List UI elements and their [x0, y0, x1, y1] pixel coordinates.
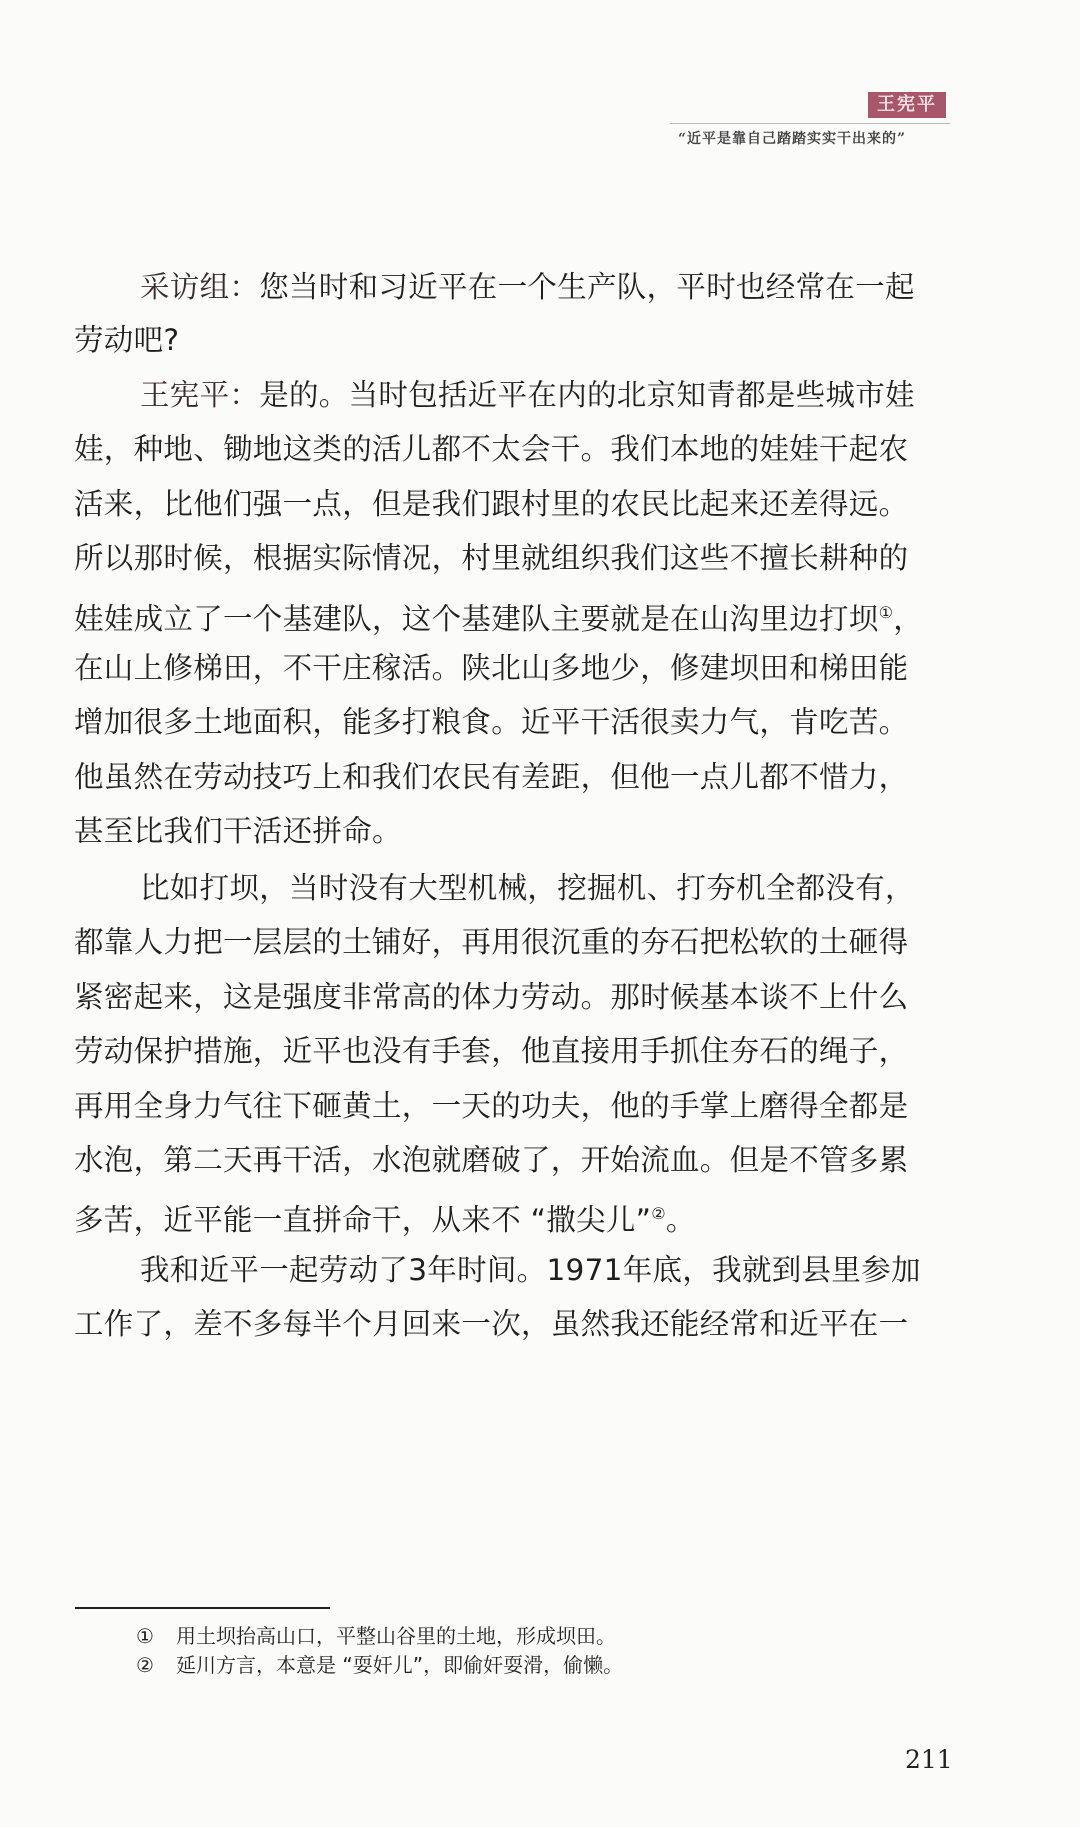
text-line: 娃，种地、锄地这类的活儿都不太会干。我们本地的娃娃干起农 [74, 432, 909, 466]
text-line: 增加很多土地面积，能多打粮食。近平干活很卖力气，肯吃苦。 [74, 705, 909, 739]
footnote-2: ② 延川方言，本意是 “耍奸儿”，即偷奸耍滑，偷懒。 [136, 1653, 624, 1677]
text-line: 紧密起来，这是强度非常高的体力劳动。那时候基本谈不上什么 [74, 980, 909, 1014]
running-header: “近平是靠自己踏踏实实干出来的” [678, 131, 907, 147]
text-line: 所以那时候，根据实际情况，村里就组织我们这些不擅长耕种的 [74, 541, 909, 575]
footnote-ref-2[interactable]: ② [651, 1204, 666, 1223]
text-line: 多苦，近平能一直拼命干，从来不 “撒尖儿”②。 [74, 1202, 696, 1237]
text-line: 再用全身力气往下砸黄土，一天的功夫，他的手掌上磨得全都是 [74, 1089, 909, 1123]
text-line: 娃娃成立了一个基建队，这个基建队主要就是在山沟里边打坝①， [74, 601, 924, 636]
text-line: 都靠人力把一层层的土铺好，再用很沉重的夯石把松软的土砸得 [74, 925, 909, 959]
speaker-label: 采访组： [140, 270, 260, 304]
page-number: 211 [905, 1745, 953, 1774]
footnote-rule [75, 1607, 330, 1609]
footnote-ref-1[interactable]: ① [878, 603, 894, 622]
text-line: 王宪平：是的。当时包括近平在内的北京知青都是些城市娃 [140, 378, 915, 412]
text-line: 在山上修梯田，不干庄稼活。陕北山多地少，修建坝田和梯田能 [74, 651, 909, 685]
text-line: 劳动吧? [74, 323, 180, 357]
text-line: 劳动保护措施，近平也没有手套，他直接用手抓住夯石的绳子， [74, 1034, 909, 1068]
text-line: 水泡，第二天再干活，水泡就磨破了，开始流血。但是不管多累 [74, 1143, 909, 1177]
speaker-label: 王宪平： [140, 378, 260, 412]
header-rule [670, 123, 950, 124]
text-line: 活来，比他们强一点，但是我们跟村里的农民比起来还差得远。 [74, 487, 909, 521]
text-line: 他虽然在劳动技巧上和我们农民有差距，但他一点儿都不惜力， [74, 760, 909, 794]
text-line: 采访组：您当时和习近平在一个生产队，平时也经常在一起 [140, 270, 915, 304]
chapter-tag: 王宪平 [868, 92, 946, 118]
text-line: 甚至比我们干活还拼命。 [74, 814, 402, 848]
text-line: 工作了，差不多每半个月回来一次，虽然我还能经常和近平在一 [74, 1307, 909, 1341]
text-line: 我和近平一起劳动了3年时间。1971年底，我就到县里参加 [140, 1253, 921, 1287]
footnote-1: ① 用土坝抬高山口，平整山谷里的土地，形成坝田。 [136, 1624, 616, 1648]
text-line: 比如打坝，当时没有大型机械，挖掘机、打夯机全都没有， [140, 871, 915, 905]
